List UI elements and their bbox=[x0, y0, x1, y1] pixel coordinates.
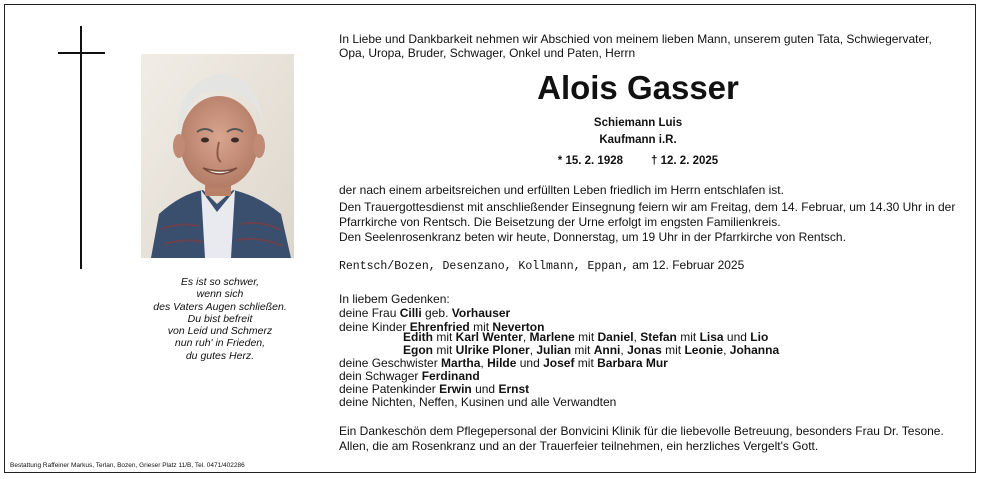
verse-line: wenn sich bbox=[196, 288, 244, 301]
mourner-text: geb. bbox=[421, 306, 452, 320]
portrait-photo bbox=[141, 54, 294, 258]
mourner-text: , bbox=[480, 356, 488, 370]
mourner-text: mit bbox=[676, 330, 700, 344]
memorial-verse bbox=[130, 276, 310, 362]
mourner-text: und bbox=[516, 356, 544, 370]
mourner-text: , bbox=[529, 343, 537, 357]
mourner-name: Stefan bbox=[640, 330, 677, 344]
mourner-text: dein Schwager bbox=[339, 369, 422, 383]
mourner-name: Lisa bbox=[699, 330, 724, 344]
mourner-text: deine Patenkinder bbox=[339, 382, 440, 396]
verse-line: nun ruh' in Frieden, bbox=[174, 337, 266, 350]
life-dates bbox=[339, 154, 937, 169]
mourner-text: mit bbox=[571, 343, 594, 357]
mourner-name: Erwin bbox=[439, 382, 472, 396]
mourner-name: Ehrenfried bbox=[409, 320, 470, 334]
intro-line: In Liebe und Dankbarkeit nehmen wir Abschied von meinem lieben Mann, unserem guten Tata, Schwiegervater, bbox=[339, 32, 932, 46]
funeral-line: Den Trauergottesdienst mit anschließender Einsegnung feiern wir am Freitag, dem 14. Februar, um 14.30 Uhr in der bbox=[339, 200, 956, 214]
verse-line: du gutes Herz. bbox=[185, 349, 255, 362]
mourner-text: deine Kinder bbox=[339, 320, 410, 334]
cross-horizontal-bar bbox=[58, 52, 105, 54]
mourner-name: Johanna bbox=[729, 343, 780, 357]
mourner-text: deine Geschwister bbox=[339, 356, 442, 370]
mourner-name: Vorhauser bbox=[451, 306, 511, 320]
mourner-name: Marlene bbox=[529, 330, 575, 344]
passing-line: der nach einem arbeitsreichen und erfüllten Leben friedlich im Herrn entschlafen ist. bbox=[339, 183, 784, 197]
mourner-name: Barbara Mur bbox=[597, 356, 668, 370]
mourner-name: Leonie bbox=[684, 343, 724, 357]
place-date-line bbox=[339, 258, 744, 274]
mourner-text: , bbox=[522, 330, 530, 344]
memory-heading: In liebem Gedenken: bbox=[339, 292, 450, 306]
mourner-text: mit bbox=[433, 330, 456, 344]
mourner-line-wife bbox=[339, 306, 510, 321]
mourner-line-others: deine Nichten, Neffen, Kusinen und alle Verwandten bbox=[339, 395, 617, 409]
notice-date: am 12. Februar 2025 bbox=[632, 258, 745, 272]
mourner-text: mit bbox=[469, 320, 493, 334]
mourner-text: , bbox=[633, 330, 641, 344]
mourner-text: und bbox=[723, 330, 751, 344]
thanks-line: Allen, die am Rosenkranz und an der Trauerfeier teilnehmen, ein herzliches Vergelt's Gott. bbox=[339, 439, 819, 453]
verse-line: von Leid und Schmerz bbox=[167, 325, 273, 338]
intro-line: Opa, Uropa, Bruder, Schwager, Onkel und Paten, Herrn bbox=[339, 46, 636, 60]
nickname: Schiemann Luis bbox=[593, 117, 683, 129]
mourner-name: Julian bbox=[536, 343, 572, 357]
deceased-name: Alois Gasser bbox=[537, 69, 739, 106]
mourner-name: Karl Wenter bbox=[455, 330, 523, 344]
mourner-name: Ferdinand bbox=[421, 369, 480, 383]
birth-date: * 15. 2. 1928 bbox=[557, 155, 624, 167]
cross-vertical-bar bbox=[80, 26, 82, 269]
undertaker-credit: Bestattung Raffeiner Markus, Terlan, Bozen, Grieser Platz 11/B, Tel. 0471/402286 bbox=[10, 462, 245, 469]
mourner-name: Hilde bbox=[487, 356, 517, 370]
mourner-name: Ulrike Ploner bbox=[455, 343, 530, 357]
mourner-name: Edith bbox=[403, 330, 433, 344]
places: Rentsch/Bozen, Desenzano, Kollmann, Eppan, bbox=[339, 260, 629, 273]
mourner-text: , bbox=[723, 343, 730, 357]
mourner-name: Jonas bbox=[627, 343, 662, 357]
mourner-text: mit bbox=[574, 330, 598, 344]
mourner-name: Lio bbox=[750, 330, 769, 344]
verse-line: des Vaters Augen schließen. bbox=[153, 300, 287, 313]
death-date: † 12. 2. 2025 bbox=[651, 155, 719, 167]
mourner-name: Neverton bbox=[492, 320, 545, 334]
mourner-name: Egon bbox=[403, 343, 433, 357]
verse-line: Du bist befreit bbox=[187, 312, 253, 325]
mourner-name: Josef bbox=[543, 356, 575, 370]
occupation: Kaufmann i.R. bbox=[599, 134, 677, 146]
verse-line: Es ist so schwer, bbox=[180, 276, 260, 288]
mourner-text: mit bbox=[574, 356, 598, 370]
mourner-text: und bbox=[471, 382, 499, 396]
thanks-line: Ein Dankeschön dem Pflegepersonal der Bonvicini Klinik für die liebevolle Betreuung, besonders Frau Dr. Tesone. bbox=[339, 424, 944, 438]
mourner-name: Ernst bbox=[498, 382, 530, 396]
mourner-name: Anni bbox=[593, 343, 621, 357]
mourner-name: Cilli bbox=[399, 306, 422, 320]
mourner-text: mit bbox=[661, 343, 685, 357]
mourner-name: Daniel bbox=[597, 330, 634, 344]
mourner-text: mit bbox=[433, 343, 456, 357]
mourner-name: Martha bbox=[441, 356, 481, 370]
rosary-line: Den Seelenrosenkranz beten wir heute, Donnerstag, um 19 Uhr in der Pfarrkirche von Rentsch. bbox=[339, 230, 846, 244]
funeral-line: Pfarrkirche von Rentsch. Die Beisetzung der Urne erfolgt im engsten Familienkreis. bbox=[339, 215, 781, 229]
mourner-text: , bbox=[620, 343, 628, 357]
mourner-text: deine Frau bbox=[339, 306, 400, 320]
